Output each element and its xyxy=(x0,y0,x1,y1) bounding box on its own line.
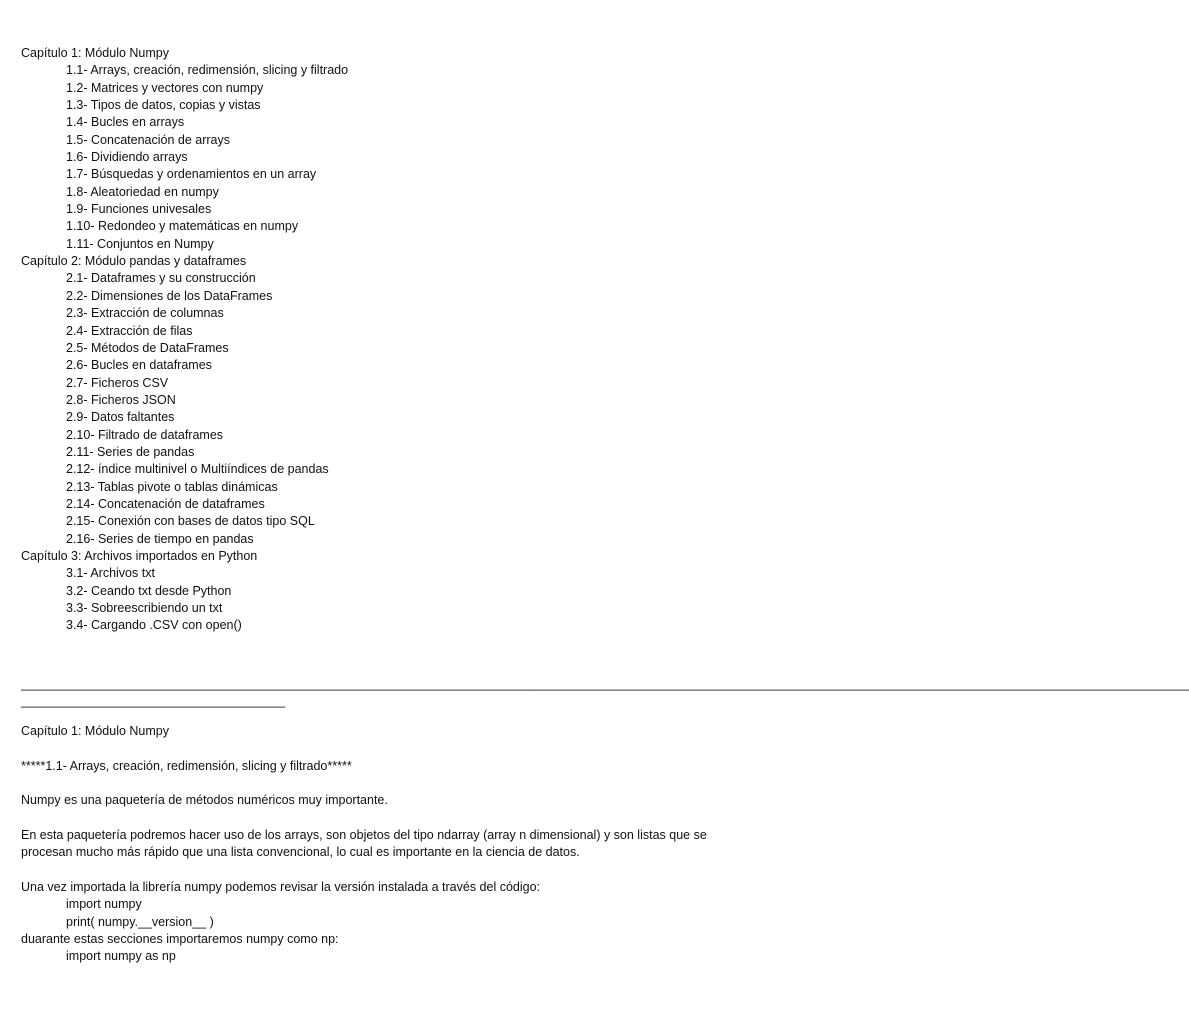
paragraph: En esta paquetería podremos hacer uso de los arrays, son objetos del tipo ndarray (array n dimensional) y son listas que se procesan mucho más rápido que una lista convencional, lo cual es importante en la ciencia de datos. xyxy=(21,828,707,860)
toc-section-item: 1.4- Bucles en arrays xyxy=(66,115,185,130)
document-body xyxy=(21,723,751,966)
toc-section-item: 2.9- Datos faltantes xyxy=(66,410,175,425)
toc-section-item: 3.3- Sobreescribiendo un txt xyxy=(66,601,223,615)
paragraph: Una vez importada la librería numpy podemos revisar la versión instalada a través del código: xyxy=(21,880,541,895)
toc-section-item: 2.8- Ficheros JSON xyxy=(66,392,176,407)
toc-section-item: 1.2- Matrices y vectores con numpy xyxy=(66,80,264,95)
toc-section-item: 3.4- Cargando .CSV con open() xyxy=(66,618,242,633)
toc-section-item: 1.6- Dividiendo arrays xyxy=(66,150,188,165)
toc-section-item: 2.3- Extracción de columnas xyxy=(66,306,224,321)
paragraph: Numpy es una paquetería de métodos numéricos muy importante. xyxy=(21,793,388,808)
section-heading: *****1.1- Arrays, creación, redimensión, slicing y filtrado***** xyxy=(21,758,352,773)
toc-section-item: 2.10- Filtrado de dataframes xyxy=(66,427,224,442)
toc-section-item: 2.14- Concatenación de dataframes xyxy=(66,496,265,511)
toc-section-item: 2.5- Métodos de DataFrames xyxy=(66,340,229,355)
toc-section-item: 1.9- Funciones univesales xyxy=(66,202,212,217)
toc-section-item: 2.12- índice multinivel o Multiíndices de pandas xyxy=(66,462,329,477)
toc-section-item: 1.1- Arrays, creación, redimensión, slicing y filtrado xyxy=(66,63,349,78)
toc-section-item: 3.2- Ceando txt desde Python xyxy=(66,583,232,598)
toc-section-item: 2.11- Series de pandas xyxy=(66,444,195,459)
separator-rule xyxy=(21,676,1189,710)
toc-chapter-item: Capítulo 1: Módulo Numpy xyxy=(21,46,169,60)
toc-section-item: 2.1- Dataframes y su construcción xyxy=(66,271,256,286)
code-line: import numpy xyxy=(66,897,142,912)
separator-line-continuation: ______________________________________ xyxy=(21,694,286,708)
toc-section-item: 2.6- Bucles en dataframes xyxy=(66,358,212,373)
toc-section-item: 2.15- Conexión con bases de datos tipo SQL xyxy=(66,514,315,529)
chapter-heading: Capítulo 1: Módulo Numpy xyxy=(21,724,169,738)
separator-line: ________________________________________________________________________________________________________________________________________________________________________ xyxy=(21,677,1189,691)
toc-section-item: 2.7- Ficheros CSV xyxy=(66,375,169,390)
code-line: print( numpy.__version__ ) xyxy=(66,914,214,929)
toc-section-item: 1.10- Redondeo y matemáticas en numpy xyxy=(66,219,299,234)
toc-section-item: 1.8- Aleatoriedad en numpy xyxy=(66,184,219,199)
toc-section-item: 1.7- Búsquedas y ordenamientos en un array xyxy=(66,167,317,182)
table-of-contents xyxy=(21,45,751,635)
toc-section-item: 2.4- Extracción de filas xyxy=(66,323,193,338)
toc-chapter-item: Capítulo 3: Archivos importados en Python xyxy=(21,548,258,563)
toc-section-item: 2.13- Tablas pivote o tablas dinámicas xyxy=(66,479,278,494)
paragraph: duarante estas secciones importaremos numpy como np: xyxy=(21,932,339,947)
toc-section-item: 1.3- Tipos de datos, copias y vistas xyxy=(66,98,261,113)
code-line: import numpy as np xyxy=(66,949,176,964)
toc-section-item: 2.16- Series de tiempo en pandas xyxy=(66,531,254,546)
toc-section-item: 1.11- Conjuntos en Numpy xyxy=(66,236,214,251)
toc-section-item: 2.2- Dimensiones de los DataFrames xyxy=(66,288,273,303)
toc-chapter-item: Capítulo 2: Módulo pandas y dataframes xyxy=(21,254,247,269)
toc-section-item: 3.1- Archivos txt xyxy=(66,566,155,581)
toc-section-item: 1.5- Concatenación de arrays xyxy=(66,132,230,147)
